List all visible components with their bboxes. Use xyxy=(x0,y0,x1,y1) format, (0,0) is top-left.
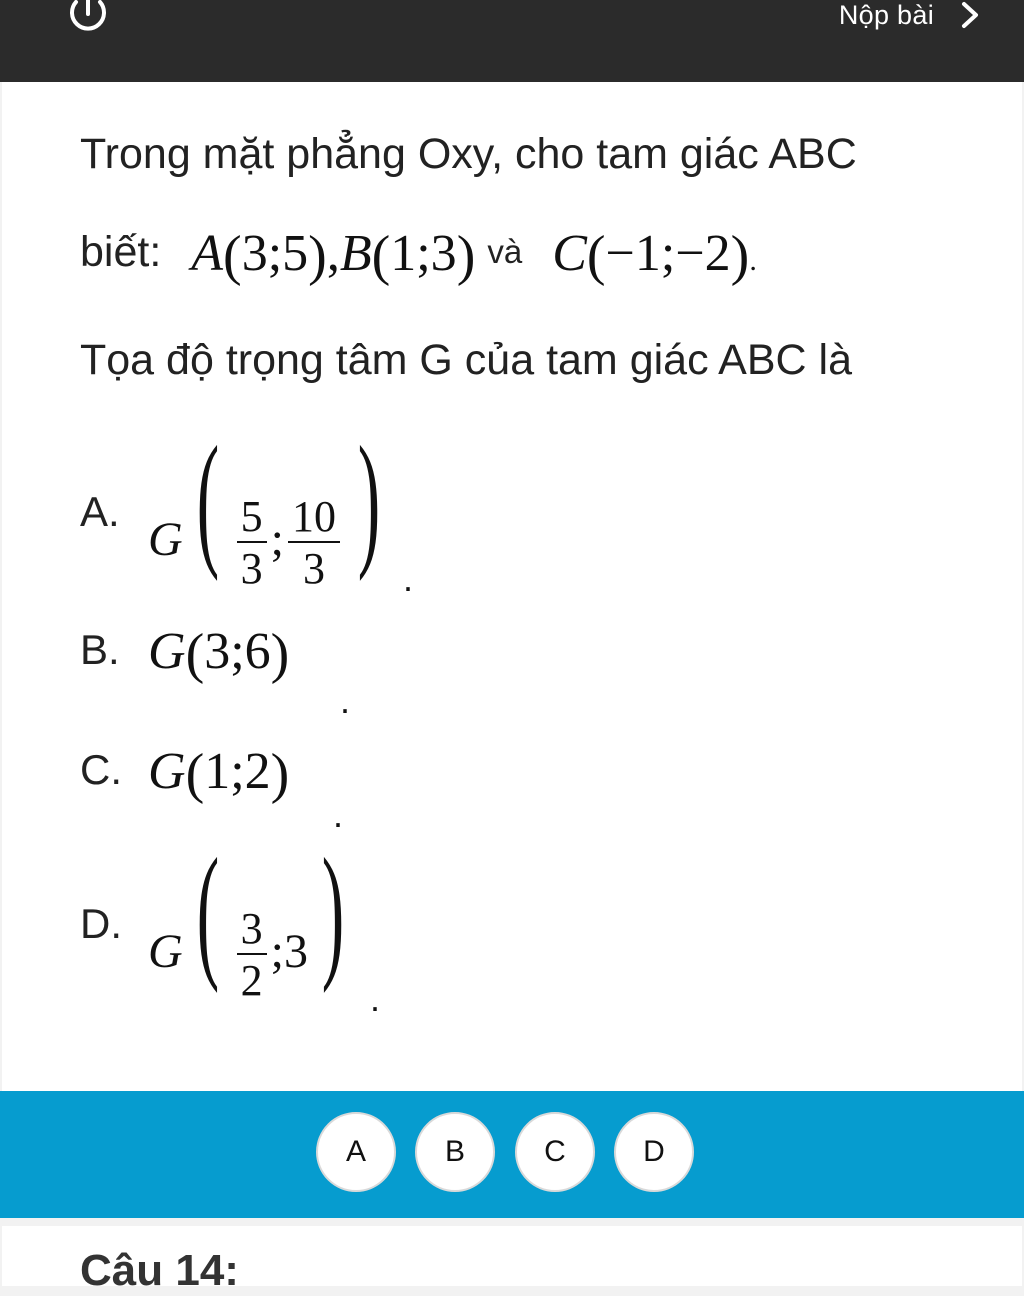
point-a: A(3;5), xyxy=(191,225,340,287)
answer-button-a[interactable]: A xyxy=(316,1112,396,1192)
answer-button-d[interactable]: D xyxy=(614,1112,694,1192)
option-c-coords: 1;2 xyxy=(204,743,271,800)
answer-button-b[interactable]: B xyxy=(415,1112,495,1192)
option-d-frac xyxy=(237,905,267,1007)
point-b-name: B xyxy=(339,225,372,282)
point-c: C(−1;−2). xyxy=(552,225,757,287)
option-a-frac-1 xyxy=(237,493,267,595)
option-c-period: . xyxy=(333,794,344,835)
question-line-1: Trong mặt phẳng Oxy, cho tam giác ABC xyxy=(80,130,857,178)
option-d-letter: D. xyxy=(80,900,122,948)
chevron-right-icon xyxy=(960,1,980,29)
option-d-g: G xyxy=(148,925,183,978)
option-a-g: G xyxy=(148,513,183,566)
power-icon[interactable] xyxy=(66,0,110,36)
point-c-name: C xyxy=(552,225,587,282)
option-d[interactable] xyxy=(80,828,358,1007)
option-d-tail: ;3 xyxy=(270,925,308,978)
option-b-letter: B. xyxy=(80,626,120,673)
option-a-num-2: 10 xyxy=(291,491,336,541)
option-d-den: 2 xyxy=(240,955,263,1005)
option-b-g: G xyxy=(148,623,186,680)
answer-button-c[interactable]: C xyxy=(515,1112,595,1192)
option-b-period: . xyxy=(340,680,351,721)
option-c-letter: C. xyxy=(80,746,122,793)
option-a-den-1: 3 xyxy=(240,543,263,593)
question-line-2 xyxy=(80,220,757,287)
submit-button[interactable] xyxy=(839,0,980,30)
question-given-label: biết: xyxy=(80,227,162,276)
point-b: B(1;3) xyxy=(339,225,476,287)
question-line-3: Tọa độ trọng tâm G của tam giác ABC là xyxy=(80,336,852,384)
next-question-title: Câu 14: xyxy=(80,1246,239,1295)
point-c-coords: −1;−2 xyxy=(605,225,731,282)
option-d-period: . xyxy=(370,978,381,1019)
option-c[interactable] xyxy=(80,738,290,805)
top-bar xyxy=(0,0,1024,82)
point-b-coords: 1;3 xyxy=(390,225,457,282)
submit-label: Nộp bài xyxy=(838,0,934,30)
option-a-den-2: 3 xyxy=(302,543,325,593)
option-c-g: G xyxy=(148,743,186,800)
next-question-card xyxy=(2,1226,1022,1295)
option-d-expression: G( $\frac{3}{2}$ ;3) xyxy=(148,828,345,1005)
question-card xyxy=(2,82,1022,1092)
option-a-frac-2 xyxy=(288,493,340,595)
option-a[interactable] xyxy=(80,416,394,595)
option-d-num: 3 xyxy=(240,903,263,953)
option-b-expression: G(3;6) xyxy=(148,623,290,685)
option-b[interactable] xyxy=(80,618,290,685)
option-a-num-1: 5 xyxy=(240,491,263,541)
option-a-expression: G( $\frac{5}{3}$ ; $\frac{10}{3}$ ) xyxy=(148,416,381,593)
option-a-period: . xyxy=(403,558,414,599)
conjunction: và xyxy=(487,233,523,270)
option-c-expression: G(1;2) xyxy=(148,743,290,805)
option-a-letter: A. xyxy=(80,488,120,536)
point-a-coords: 3;5 xyxy=(241,225,309,282)
point-a-name: A xyxy=(191,225,224,282)
option-b-coords: 3;6 xyxy=(204,623,271,680)
answer-bar xyxy=(0,1091,1024,1218)
